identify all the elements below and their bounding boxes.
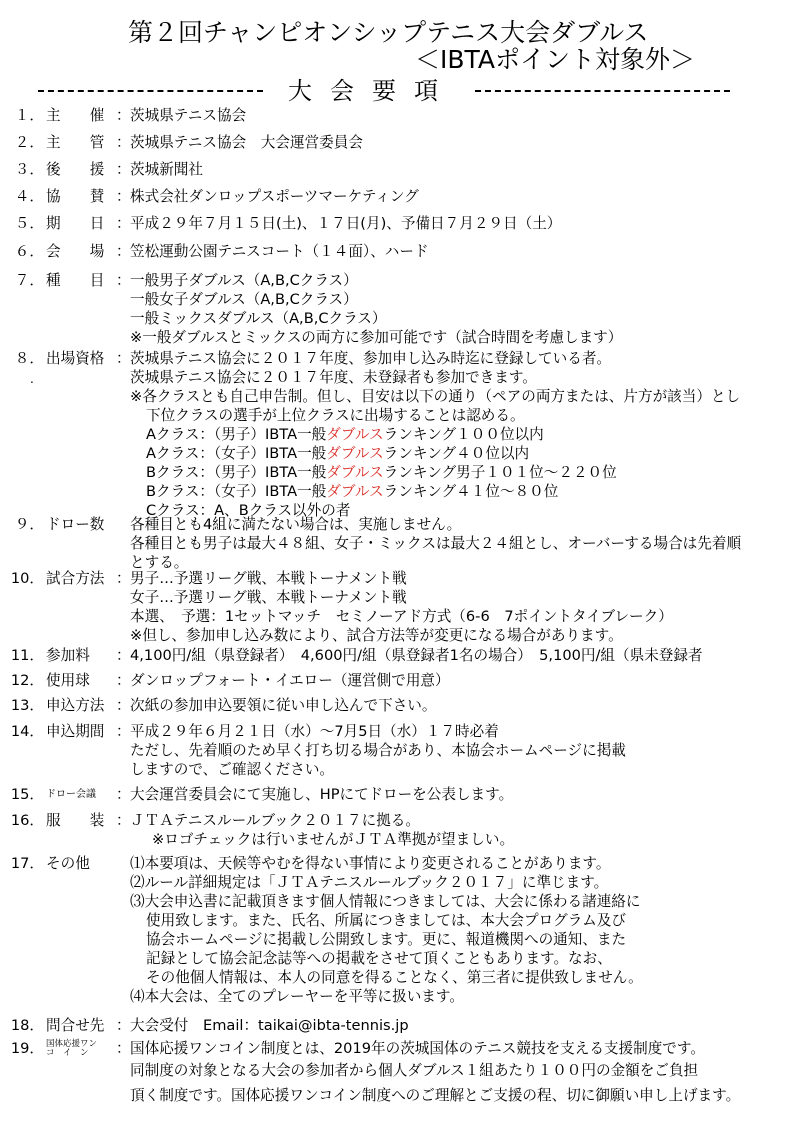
item-number: ６．	[14, 243, 44, 260]
item-body	[130, 786, 795, 805]
document-subtitle: ＜IBTAポイント対象外＞	[415, 45, 695, 74]
item-line: 女子…予選リーグ戦、本戦トーナメント戦	[130, 589, 407, 606]
item-body	[130, 570, 795, 646]
item-body	[130, 647, 795, 666]
contact-email: 大会受付 Email：taikai@ibta-tennis.jp	[130, 1017, 409, 1034]
item-line: 本選、 予選：1セットマッチ セミノーアド方式（6-6 7ポイントタイブレーク）	[130, 608, 673, 625]
item-label: 協 賛	[46, 188, 105, 205]
item-line: ⑴本要項は、天候等やむを得ない事情により変更されることがあります。	[130, 855, 611, 872]
item-line: ダンロップフォート・イエロー（運営側で用意）	[130, 672, 450, 689]
item-line: 男子…予選リーグ戦、本戦トーナメント戦	[130, 570, 407, 587]
item-number: ２．	[14, 134, 44, 151]
item-body	[130, 855, 795, 1007]
item-label: 参加料	[46, 647, 90, 664]
item-number: 19．	[10, 1040, 44, 1057]
item-label: 国体応援ワン コ イ ン	[46, 1039, 98, 1058]
section-heading: 大会要項	[288, 77, 456, 105]
class-line-b-men: Bクラス：（男子）IBTA一般ダブルスランキング男子１０１位～２２０位	[146, 464, 617, 481]
item-line: 国体応援ワンコイン制度とは、2019年の茨城国体のテニス競技を支える支援制度です。	[130, 1040, 705, 1057]
item-number: 12．	[10, 672, 44, 689]
item-label: 後 援	[46, 161, 105, 178]
class-line-a-men: Aクラス：（男子）IBTA一般ダブルスランキング１００位以内	[146, 426, 544, 443]
item-line: 4,100円/組（県登録者） 4,600円/組（県登録者1名の場合） 5,100円/組（県未登録者	[130, 647, 703, 664]
item-body	[130, 697, 795, 716]
item-number: 11．	[10, 647, 44, 664]
item-label: 問合せ先	[46, 1017, 105, 1034]
item-line: 茨城県テニス協会 大会運営委員会	[130, 134, 363, 151]
class-line-c: Cクラス：A、Bクラス以外の者	[146, 502, 351, 519]
item-line: 下位クラスの選手が上位クラスに出場することは認める。	[146, 407, 525, 424]
item-line: 同制度の対象となる大会の参加者から個人ダブルス１組あたり１００円の金額をご負担	[130, 1062, 699, 1079]
item-label: 使用球	[46, 672, 90, 689]
item-number: １．	[14, 107, 44, 124]
heading-row	[0, 76, 800, 108]
item-line: 一般ミックスダブルス（A,B,Cクラス）	[130, 310, 387, 327]
item-line: とする。	[130, 554, 189, 571]
item-line: ※一般ダブルスとミックスの両方に参加可能です（試合時間を考慮します）	[130, 329, 623, 346]
item-line: 大会運営委員会にて実施し、HPにてドローを公表します。	[130, 786, 514, 803]
item-label: 試合方法	[46, 570, 105, 587]
item-number: ３．	[14, 161, 44, 178]
item-number: 16．	[10, 812, 44, 829]
item-body	[130, 812, 795, 850]
item-body	[130, 350, 795, 521]
item-label: 種 目	[46, 272, 105, 289]
item-number: 13．	[10, 697, 44, 714]
item-label: 主 催	[46, 107, 105, 124]
item-line: 頂く制度です。国体応援ワンコイン制度へのご理解とご支援の程、切に御願い申し上げます。	[130, 1087, 741, 1104]
item-label: 出場資格	[46, 350, 105, 367]
item-body	[130, 272, 795, 348]
item-line: 平成２９年６月２１日（水）～7月5日（水）１７時必着	[130, 723, 499, 740]
item-body	[130, 516, 795, 573]
item-label: 期 日	[46, 215, 105, 232]
item-line: ⑷本大会は、全てのプレーヤーを平等に扱います。	[130, 988, 464, 1005]
item-line: 茨城県テニス協会に２０１７年度、未登録者も参加できます。	[130, 369, 537, 386]
item-label: その他	[46, 855, 90, 872]
item-line: 一般女子ダブルス（A,B,Cクラス）	[130, 291, 358, 308]
item-body	[130, 161, 795, 180]
item-line: 一般男子ダブルス（A,B,Cクラス）	[130, 272, 358, 289]
item-line: 各種目とも4組に満たない場合は、実施しません。	[130, 516, 462, 533]
item-line: 茨城県テニス協会に２０１７年度、参加申し込み時迄に登録している者。	[130, 350, 612, 367]
item-line: 次紙の参加申込要領に従い申し込んで下さい。	[130, 697, 437, 714]
item-line: 株式会社ダンロップスポーツマーケティング	[130, 188, 419, 205]
item-number: 14．	[10, 723, 44, 740]
item-label: ドロー会議	[46, 789, 96, 800]
dashed-divider-right	[475, 90, 730, 92]
item-number: 15．	[10, 786, 44, 803]
item-line: 各種目とも男子は最大４８組、女子・ミックスは最大２４組とし、オーバーする場合は先着順	[130, 535, 742, 552]
item-number: ８．	[14, 350, 44, 367]
class-line-b-women: Bクラス：（女子）IBTA一般ダブルスランキング４１位～８０位	[146, 483, 559, 500]
item-line: ※各クラスとも自己申告制。但し、目安は以下の通り（ペアの両方または、片方が該当）とし	[130, 388, 741, 405]
item-line: 笠松運動公園テニスコート（１４面）、ハード	[130, 243, 429, 260]
dashed-divider-left	[38, 90, 263, 92]
item-line: 茨城県テニス協会	[130, 107, 247, 124]
item-body	[130, 134, 795, 153]
item-body	[130, 672, 795, 691]
item-line: その他個人情報は、本人の同意を得ることなく、第三者に提供致しません。	[146, 969, 643, 986]
class-line-a-women: Aクラス：（女子）IBTA一般ダブルスランキング４０位以内	[146, 445, 530, 462]
item-label: 服 装	[46, 812, 105, 829]
item-body	[130, 243, 795, 262]
item-line: ＪＴＡテニスルールブック２０１７に拠る。	[130, 812, 420, 829]
item-number: 10．	[10, 570, 44, 587]
item-number: ９．	[14, 516, 44, 533]
item-body	[130, 215, 795, 234]
item-line: 茨城新聞社	[130, 161, 203, 178]
item-number: ５．	[14, 215, 44, 232]
item-number: ４．	[14, 188, 44, 205]
item-label: 主 管	[46, 134, 105, 151]
item-line: 平成２９年７月１５日(土)、１７日(月)、予備日７月２９日（土）	[130, 215, 562, 232]
item-label: 会 場	[46, 243, 105, 260]
item-line: 記録として協会記念誌等への掲載をさせて頂くこともあります。なお、	[146, 950, 612, 967]
item-number: 18．	[10, 1017, 44, 1034]
item-body	[130, 1040, 795, 1106]
item-line: ただし、先着順のため早く打ち切る場合があり、本協会ホームページに掲載	[130, 742, 626, 759]
item-body	[130, 723, 795, 780]
item-number: 17．	[10, 855, 44, 872]
item-line: ⑵ルール詳細規定は「ＪＴＡテニスルールブック２０１７」に準じます。	[130, 874, 609, 891]
item-line: ※ロゴチェックは行いませんがＪＴＡ準拠が望ましい。	[152, 831, 515, 848]
item-line: ⑶大会申込書に記載頂きます個人情報につきましては、大会に係わる諸連絡に	[130, 893, 641, 910]
item-line: ※但し、参加申し込み数により、試合方法等が変更になる場合があります。	[130, 627, 623, 644]
item-line: しますので、ご確認ください。	[130, 761, 335, 778]
item-body	[130, 1017, 795, 1036]
item-line: 協会ホームページに掲載し公開致します。更に、報道機関への通知、また	[146, 931, 627, 948]
item-number: ７．	[14, 272, 44, 289]
item-line: 使用致します。また、氏名、所属につきましては、本大会プログラム及び	[146, 912, 626, 929]
item-label: 申込方法	[46, 697, 105, 714]
item-label: ドロー数	[46, 516, 105, 533]
item-body	[130, 188, 795, 207]
item-body	[130, 107, 795, 126]
document-title: 第２回チャンピオンシップテニス大会ダブルス	[128, 18, 649, 47]
item-label: 申込期間	[46, 723, 105, 740]
